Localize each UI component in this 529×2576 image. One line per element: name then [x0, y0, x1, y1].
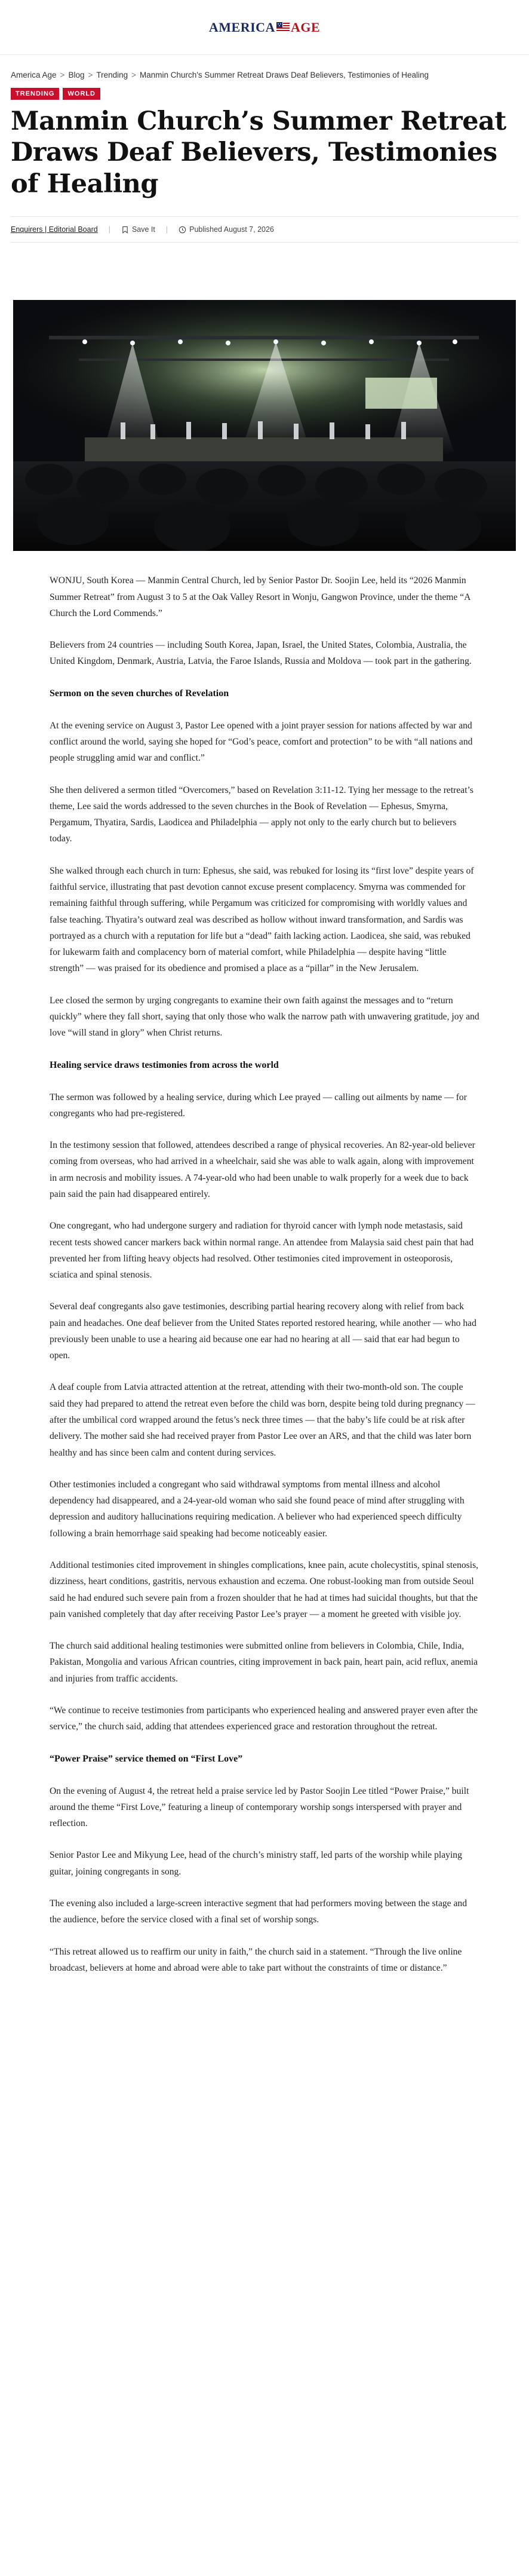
paragraph: Several deaf congregants also gave testimonies, describing partial hearing recovery along with relief from back pain and headaches. One deaf believer from the United States reported restored hearing, while another — who had previously been unable to use a hearing aid because one ear had no hearing at all — said that ear had begun to open. — [50, 1301, 476, 1361]
paragraph: Additional testimonies cited improvement in shingles complications, knee pain, acute cholecystitis, spinal stenosis, dizziness, heart conditions, gastritis, nervous exhaustion and eczema. One robust-looking man from outside Seoul said he had endured such severe pain from a frozen shoulder that he had at times had suicidal thoughts, but that the pain vanished completely that day after receiving Pastor Lee’s prayer — a moment he greeted with visible joy. — [50, 1560, 479, 1619]
author-link[interactable]: Enquirers | Editorial Board — [11, 225, 98, 234]
article-meta — [11, 216, 518, 243]
paragraph: Other testimonies included a congregant who said withdrawal symptoms from mental illness and alcohol dependency had disappeared, and a 24-year-old woman who said she found peace of mind after struggling with depression and auditory hallucinations requiring medication. A believer who had experienced speech difficulty following a brain hemorrhage said speaking had become noticeably easier. — [50, 1479, 465, 1539]
site-logo[interactable] — [209, 20, 320, 35]
save-label: Save It — [131, 225, 155, 234]
site-header — [0, 0, 529, 55]
category-tags — [0, 79, 529, 100]
breadcrumb-trending[interactable]: Trending — [96, 71, 128, 79]
bookmark-icon — [121, 226, 129, 234]
flag-icon — [276, 22, 290, 33]
article-end-spacer — [50, 1992, 479, 2010]
paragraph: Lee closed the sermon by urging congregants to examine their own faith against the messages and to “return quickly” where they fall short, saying that only those who walk the narrow path with unwavering gratitude, joy and love “will stand in glory” when Christ returns. — [50, 995, 479, 1039]
paragraph: She walked through each church in turn: Ephesus, she said, was rebuked for losing its “first love” despite years of faithful service, illustrating that past devotion cannot excuse present complacency. Smyrna was commended for remaining faithful through suffering, while Pergamum was criticized for compromising with worldly values and false teaching. Thyatira’s outward zeal was described as hollow without inward transformation, and Sardis was portrayed as a church with a reputation for life but a “dead” faith lacking action. Laodicea, she said, was rebuked for lukewarm faith and complacency born of material comfort, while Philadelphia — despite having “little strength” — was praised for its obedience and promised a place as a “pillar” in the New Jerusalem. — [50, 865, 474, 974]
breadcrumb-separator: > — [131, 71, 137, 79]
clock-icon — [179, 226, 186, 234]
paragraph: She then delivered a sermon titled “Overcomers,” based on Revelation 3:11-12. Tying her message to the retreat’s theme, Lee said the words addressed to the seven churches in the Book of Revelation — Ephesus, Smyrna, Pergamum, Thyatira, Sardis, Laodicea and Philadelphia — apply not only to the early church but to believers today. — [50, 785, 473, 844]
paragraph: “This retreat allowed us to reaffirm our unity in faith,” the church said in a statement. “Through the live online broadcast, believers at home and abroad were able to take part without the constraints of time or distance.” — [50, 1946, 462, 1973]
paragraph: One congregant, who had undergone surgery and radiation for thyroid cancer with lymph node metastasis, said recent tests showed cancer markers back within normal range. An attendee from Malaysia said chest pain that had prevented her from lifting heavy objects had resolved. Other testimonies cited improvement in osteoporosis, sciatica and spinal stenosis. — [50, 1221, 474, 1281]
published-date — [179, 225, 274, 234]
paragraph: At the evening service on August 3, Pastor Lee opened with a joint prayer session for nations affected by war and conflict around the world, saying she hoped for “God’s peace, comfort and protection” to be with “all nations and people struggling amid war and conflict.” — [50, 720, 473, 764]
paragraph: Believers from 24 countries — including South Korea, Japan, Israel, the United States, Colombia, Australia, the United Kingdom, Denmark, Austria, Latvia, the Faroe Islands, Russia and Moldova — took part in the gathering. — [50, 640, 472, 667]
published-label: Published August 7, 2026 — [189, 225, 274, 234]
paragraph: “We continue to receive testimonies from participants who experienced healing and answered prayer even after the service,” the church said, adding that attendees experienced grace and restoration throughout the retreat. — [50, 1705, 478, 1732]
concert-stage-photo — [13, 300, 516, 551]
paragraph: The evening also included a large-screen interactive segment that had performers moving between the stage and the audience, before the service closed with a final set of worship songs. — [50, 1898, 467, 1925]
paragraph: WONJU, South Korea — Manmin Central Church, led by Senior Pastor Dr. Soojin Lee, held its “2026 Manmin Summer Retreat” from August 3 to 5 at the Oak Valley Resort in Wonju, Gangwon Province, under the theme “A Church the Lord Commends.” — [50, 575, 470, 618]
paragraph: The sermon was followed by a healing service, during which Lee prayed — calling out ailments by name — for congregants who had pre-registered. — [50, 1092, 467, 1119]
logo-text-america: AMERICA — [208, 19, 275, 35]
paragraph: In the testimony session that followed, attendees described a range of physical recoveries. An 82-year-old believer coming from overseas, who had arrived in a wheelchair, said she was able to walk again, along with improvement in arm necrosis and mobility issues. A 74-year-old who had been unable to walk properly for a week due to back pain said the pain had disappeared entirely. — [50, 1140, 475, 1199]
logo-text-age: AGE — [290, 19, 321, 35]
paragraph: A deaf couple from Latvia attracted attention at the retreat, attending with their two-month-old son. The couple said they had prepared to attend the retreat even before the child was born, despite being told during pregnancy — after the umbilical cord wrapped around the fetus’s neck three times — that the baby’s life could be at risk after delivery. The mother said she had received prayer from Pastor Lee over an ARS, and that the child was later born healthy and has since been calm and content during services. — [50, 1382, 475, 1458]
hero-image — [13, 300, 516, 551]
tag-world[interactable]: WORLD — [63, 88, 100, 100]
breadcrumb — [0, 55, 529, 79]
tag-trending[interactable]: TRENDING — [11, 88, 59, 100]
breadcrumb-current: Manmin Church's Summer Retreat Draws Deaf Believers, Testimonies of Healing — [140, 71, 429, 79]
breadcrumb-separator: > — [60, 71, 65, 79]
section-heading-sermon: Sermon on the seven churches of Revelation — [50, 688, 229, 699]
paragraph: On the evening of August 4, the retreat held a praise service led by Pastor Soojin Lee titled “Power Praise,” built around the theme “First Love,” featuring a lineup of contemporary worship songs interspersed with prayer and reflection. — [50, 1785, 469, 1829]
section-heading-healing: Healing service draws testimonies from across the world — [50, 1059, 279, 1070]
breadcrumb-separator: > — [88, 71, 93, 79]
save-button[interactable] — [121, 225, 155, 234]
article-title: Manmin Church’s Summer Retreat Draws Deaf Believers, Testimonies of Healing — [11, 106, 506, 199]
article-body — [50, 572, 479, 2010]
meta-divider: | — [108, 225, 110, 234]
paragraph: The church said additional healing testimonies were submitted online from believers in Colombia, Chile, India, Pakistan, Mongolia and various African countries, citing improvement in back pain, heart pain, acid reflux, anemia and injuries from traffic accidents. — [50, 1641, 478, 1684]
breadcrumb-blog[interactable]: Blog — [68, 71, 85, 79]
paragraph: Senior Pastor Lee and Mikyung Lee, head of the church’s ministry staff, led parts of the worship while playing guitar, joining congregants in song. — [50, 1850, 462, 1877]
breadcrumb-home[interactable]: America Age — [11, 71, 57, 79]
section-heading-praise: “Power Praise” service themed on “First Love” — [50, 1753, 243, 1764]
meta-divider: | — [165, 225, 168, 234]
